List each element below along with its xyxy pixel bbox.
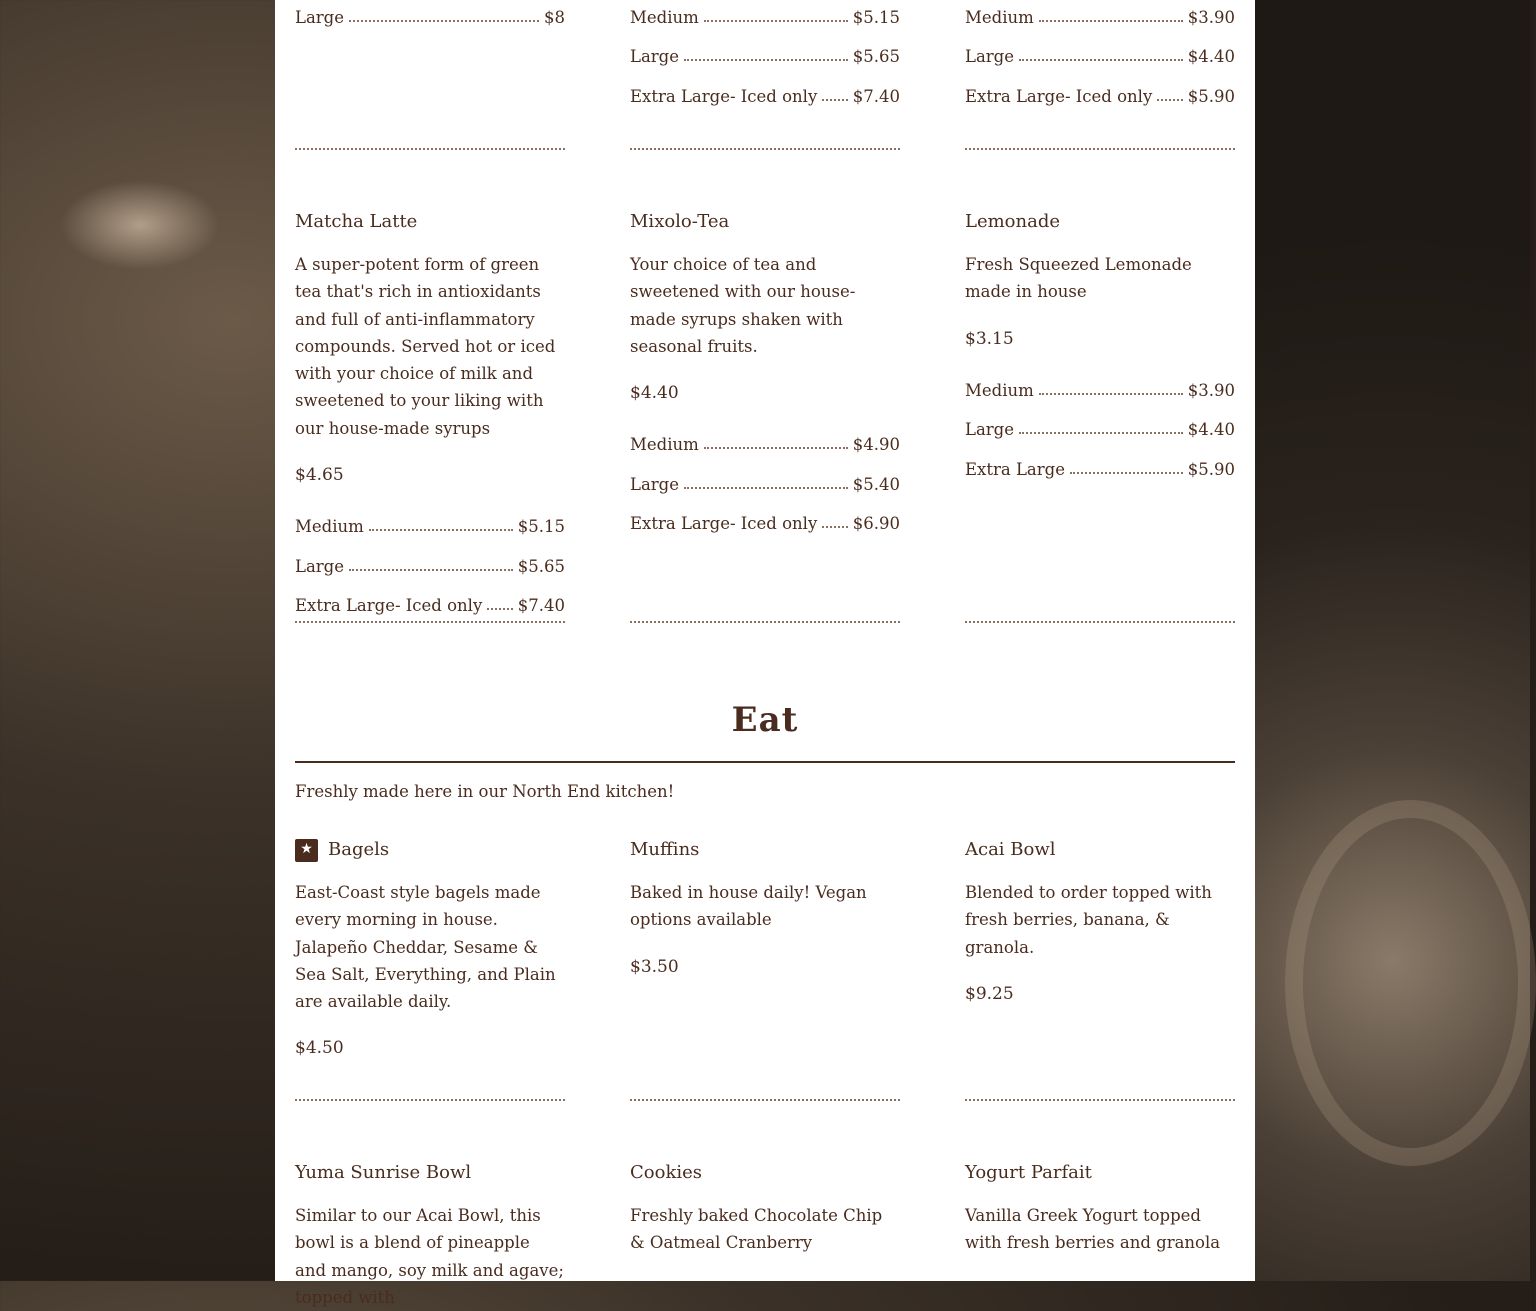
- item-separator: [630, 148, 900, 150]
- size-label: Large: [630, 474, 680, 494]
- dot-leader: [704, 447, 848, 449]
- dot-leader: [1157, 99, 1182, 101]
- item-price: $4.65: [295, 465, 344, 486]
- item-description: East-Coast style bagels made every morning in house. Jalapeño Cheddar, Sesame & Sea Salt, Everything, and Plain are available daily.: [295, 883, 556, 1012]
- price-row: [295, 3, 565, 27]
- item-separator: [965, 1099, 1235, 1101]
- size-label: Extra Large- Iced only: [295, 596, 483, 616]
- dot-leader: [1019, 59, 1183, 61]
- dot-leader: [487, 608, 512, 610]
- drink-top-col2: [630, 0, 900, 106]
- item-price: $3.50: [630, 956, 679, 977]
- price-row: [630, 3, 900, 27]
- background-highlight: [60, 180, 220, 270]
- drink-top-col1: [295, 0, 565, 27]
- size-label: Medium: [630, 7, 699, 27]
- dot-leader: [369, 529, 513, 531]
- size-label: Medium: [965, 7, 1034, 27]
- item-title: Mixolo-Tea: [630, 211, 730, 232]
- item-title: Bagels: [328, 839, 390, 860]
- dot-leader: [1039, 393, 1183, 395]
- dot-leader: [1070, 472, 1183, 474]
- item-title-row: [295, 839, 565, 861]
- price-row: [965, 42, 1235, 66]
- price-row: [630, 42, 900, 66]
- dot-leader: [1019, 432, 1183, 434]
- item-description: Blended to order topped with fresh berries, banana, & granola.: [965, 883, 1212, 957]
- item-title: Matcha Latte: [295, 211, 418, 232]
- size-label: Medium: [965, 380, 1034, 400]
- price-row: [965, 455, 1235, 479]
- item-description: A super-potent form of green tea that's rich in antioxidants and full of anti-inflammatory compounds. Served hot or iced with your choice of milk and sweetened to your liking with our house-made syrups: [295, 255, 556, 438]
- item-title: Yogurt Parfait: [965, 1162, 1092, 1183]
- size-label: Large: [295, 556, 345, 576]
- size-label: Extra Large- Iced only: [630, 86, 818, 106]
- item-separator: [630, 1099, 900, 1101]
- size-label: Large: [965, 47, 1015, 66]
- section-divider: [295, 761, 1235, 763]
- size-price: $3.90: [1187, 7, 1235, 27]
- menu-item-acai-bowl: [965, 839, 1235, 1005]
- menu-item-bagels: [295, 839, 565, 1059]
- menu-panel: [275, 0, 1255, 1307]
- dot-leader: [822, 99, 847, 101]
- item-description: Fresh Squeezed Lemonade made in house: [965, 255, 1192, 302]
- size-label: Large: [630, 47, 680, 66]
- item-description: Baked in house daily! Vegan options available: [630, 883, 867, 930]
- background-ring: [1285, 800, 1536, 1166]
- item-title: Lemonade: [965, 211, 1061, 232]
- price-row: [630, 470, 900, 494]
- menu-item-matcha-latte: [295, 211, 565, 615]
- item-description: Vanilla Greek Yogurt topped with fresh berries and granola: [965, 1206, 1221, 1253]
- price-row: [965, 376, 1235, 400]
- size-label: Extra Large: [965, 459, 1065, 479]
- size-price: $5.15: [517, 517, 565, 537]
- item-title: Acai Bowl: [965, 839, 1056, 860]
- background-photo-right: [1255, 0, 1530, 1281]
- drink-top-col3: [965, 0, 1235, 106]
- star-icon: ★: [295, 839, 318, 862]
- price-row: [965, 3, 1235, 27]
- size-price: $5.65: [852, 47, 900, 66]
- item-separator: [295, 1099, 565, 1101]
- item-description: Freshly baked Chocolate Chip & Oatmeal Cranberry: [630, 1206, 883, 1253]
- menu-item-mixolo-tea: [630, 211, 900, 533]
- size-label: Medium: [295, 517, 364, 537]
- dot-leader: [1039, 20, 1183, 22]
- item-title: Muffins: [630, 839, 700, 860]
- section-subtitle: Freshly made here in our North End kitchen!: [295, 782, 675, 801]
- size-price: $5.15: [852, 7, 900, 27]
- size-price: $6.90: [852, 514, 900, 534]
- item-title: Yuma Sunrise Bowl: [295, 1162, 472, 1183]
- dot-leader: [349, 569, 513, 571]
- menu-item-yuma-sunrise-bowl: [295, 1162, 565, 1311]
- item-description: Your choice of tea and sweetened with our house-made syrups shaken with seasonal fruits.: [630, 255, 856, 356]
- size-price: $4.90: [852, 435, 900, 455]
- item-separator: [295, 621, 565, 623]
- size-price: $7.40: [517, 596, 565, 616]
- item-price: $9.25: [965, 983, 1014, 1004]
- size-label: Extra Large- Iced only: [630, 514, 818, 534]
- price-row: [965, 82, 1235, 106]
- price-row: [295, 552, 565, 576]
- size-label: Medium: [630, 435, 699, 455]
- price-row: [965, 415, 1235, 439]
- price-row: [630, 82, 900, 106]
- size-label: Large: [295, 7, 345, 27]
- size-price: $5.90: [1187, 86, 1235, 106]
- menu-item-cookies: [630, 1162, 900, 1257]
- dot-leader: [684, 487, 848, 489]
- dot-leader: [684, 59, 848, 61]
- item-separator: [965, 621, 1235, 623]
- dot-leader: [822, 526, 847, 528]
- size-price: $5.65: [517, 556, 565, 576]
- menu-item-muffins: [630, 839, 900, 978]
- section-title-eat: Eat: [731, 700, 799, 740]
- size-price: $4.40: [1187, 420, 1235, 440]
- size-price: $3.90: [1187, 380, 1235, 400]
- size-price: $5.40: [852, 474, 900, 494]
- size-label: Extra Large- Iced only: [965, 86, 1153, 106]
- item-separator: [295, 148, 565, 150]
- size-label: Large: [965, 420, 1015, 440]
- size-price: $7.40: [852, 86, 900, 106]
- item-description: Similar to our Acai Bowl, this bowl is a blend of pineapple and mango, soy milk and agave; topped with: [295, 1206, 564, 1307]
- item-price: $4.50: [295, 1038, 344, 1059]
- menu-item-yogurt-parfait: [965, 1162, 1235, 1257]
- item-separator: [630, 621, 900, 623]
- price-row: [295, 591, 565, 615]
- size-price: $8: [544, 7, 565, 27]
- item-price: $3.15: [965, 328, 1014, 349]
- menu-item-lemonade: [965, 211, 1235, 479]
- item-price: $4.40: [630, 383, 679, 404]
- item-title: Cookies: [630, 1162, 702, 1183]
- price-row: [630, 430, 900, 454]
- dot-leader: [704, 20, 848, 22]
- size-price: $4.40: [1187, 47, 1235, 66]
- item-separator: [965, 148, 1235, 150]
- price-row: [295, 512, 565, 536]
- size-price: $5.90: [1187, 459, 1235, 479]
- dot-leader: [349, 20, 539, 22]
- price-row: [630, 509, 900, 533]
